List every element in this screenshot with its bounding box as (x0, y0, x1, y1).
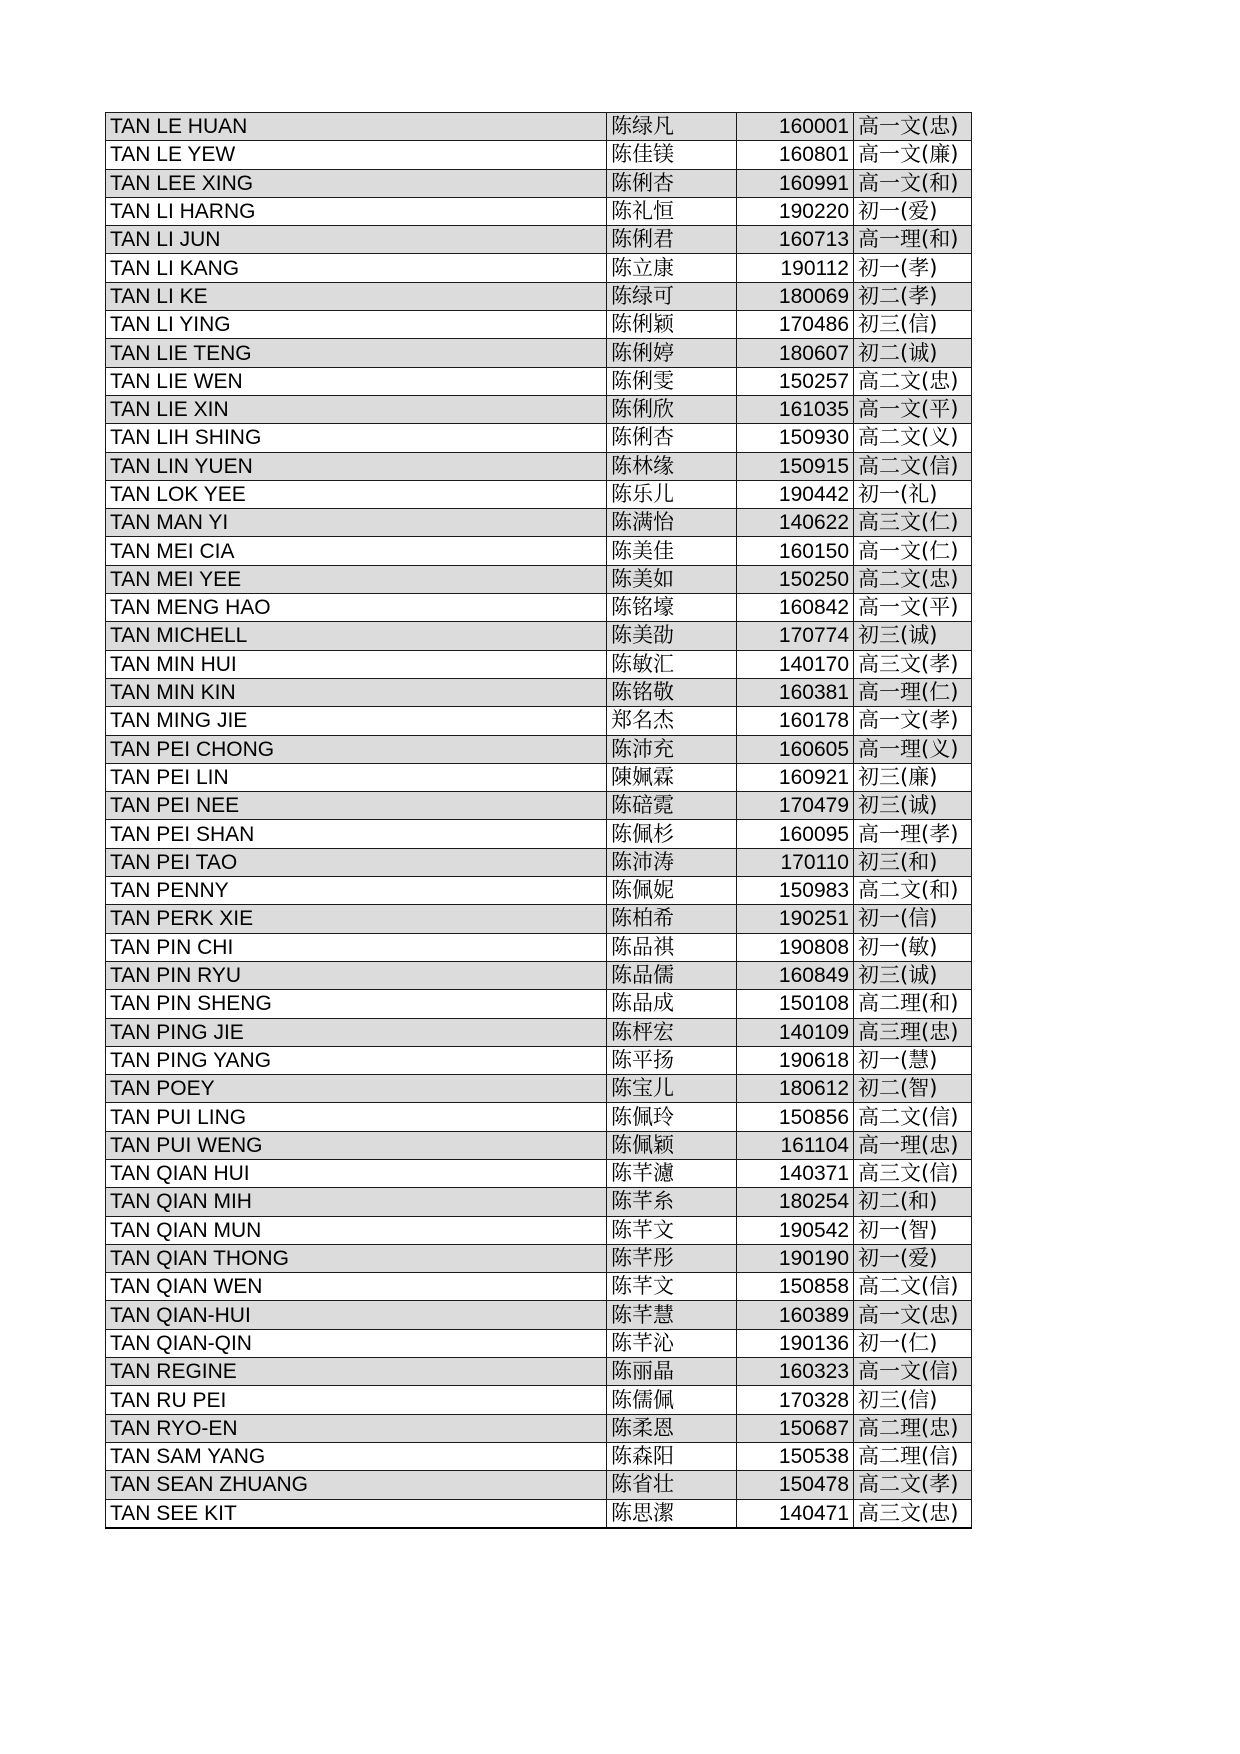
class-cell: 初二(和) (854, 1188, 972, 1216)
table-row (106, 1159, 972, 1187)
chinese-name-cell: 陈俐雯 (607, 367, 737, 395)
student-id-cell: 161104 (737, 1131, 854, 1159)
table-row (106, 339, 972, 367)
class-cell: 初二(孝) (854, 282, 972, 310)
table-row (106, 395, 972, 423)
student-id-cell: 160605 (737, 735, 854, 763)
student-id-cell: 150250 (737, 565, 854, 593)
student-id-cell: 190112 (737, 254, 854, 282)
chinese-name-cell: 陈铭壕 (607, 594, 737, 622)
english-name-cell: TAN LIN YUEN (106, 452, 607, 480)
table-row (106, 1018, 972, 1046)
class-cell: 高二文(信) (854, 1273, 972, 1301)
english-name-cell: TAN LI JUN (106, 226, 607, 254)
english-name-cell: TAN PIN CHI (106, 933, 607, 961)
class-cell: 高三文(忠) (854, 1499, 972, 1528)
class-cell: 高一理(义) (854, 735, 972, 763)
chinese-name-cell: 陈品祺 (607, 933, 737, 961)
chinese-name-cell: 陈绿可 (607, 282, 737, 310)
english-name-cell: TAN PEI LIN (106, 763, 607, 791)
student-id-cell: 140371 (737, 1159, 854, 1187)
table-row (106, 735, 972, 763)
class-cell: 高一文(平) (854, 594, 972, 622)
english-name-cell: TAN QIAN WEN (106, 1273, 607, 1301)
chinese-name-cell: 陈丽晶 (607, 1358, 737, 1386)
table-row (106, 622, 972, 650)
class-cell: 高一文(廉) (854, 141, 972, 169)
class-cell: 初二(智) (854, 1075, 972, 1103)
student-table-body (106, 113, 972, 1528)
table-row (106, 650, 972, 678)
table-row (106, 848, 972, 876)
class-cell: 高二文(信) (854, 1103, 972, 1131)
english-name-cell: TAN PEI CHONG (106, 735, 607, 763)
student-id-cell: 150538 (737, 1442, 854, 1470)
chinese-name-cell: 陈立康 (607, 254, 737, 282)
english-name-cell: TAN LE YEW (106, 141, 607, 169)
chinese-name-cell: 陈满怡 (607, 509, 737, 537)
english-name-cell: TAN QIAN THONG (106, 1244, 607, 1272)
class-cell: 初三(信) (854, 311, 972, 339)
chinese-name-cell: 陈佩妮 (607, 877, 737, 905)
class-cell: 初一(慧) (854, 1046, 972, 1074)
student-table (105, 112, 972, 1529)
english-name-cell: TAN LI YING (106, 311, 607, 339)
student-id-cell: 190542 (737, 1216, 854, 1244)
chinese-name-cell: 陈芊文 (607, 1273, 737, 1301)
student-id-cell: 140109 (737, 1018, 854, 1046)
student-id-cell: 190190 (737, 1244, 854, 1272)
english-name-cell: TAN MEI YEE (106, 565, 607, 593)
chinese-name-cell: 陈俐君 (607, 226, 737, 254)
chinese-name-cell: 陈佳镁 (607, 141, 737, 169)
chinese-name-cell: 陈敏汇 (607, 650, 737, 678)
class-cell: 初一(智) (854, 1216, 972, 1244)
english-name-cell: TAN LIE XIN (106, 395, 607, 423)
english-name-cell: TAN MEI CIA (106, 537, 607, 565)
class-cell: 高一文(忠) (854, 1301, 972, 1329)
class-cell: 高三文(信) (854, 1159, 972, 1187)
table-row (106, 452, 972, 480)
english-name-cell: TAN LI KANG (106, 254, 607, 282)
student-id-cell: 160323 (737, 1358, 854, 1386)
student-id-cell: 160921 (737, 763, 854, 791)
student-id-cell: 160001 (737, 113, 854, 141)
english-name-cell: TAN LI KE (106, 282, 607, 310)
student-id-cell: 160713 (737, 226, 854, 254)
class-cell: 高一文(仁) (854, 537, 972, 565)
student-id-cell: 190442 (737, 480, 854, 508)
table-row (106, 311, 972, 339)
english-name-cell: TAN PERK XIE (106, 905, 607, 933)
class-cell: 高二文(忠) (854, 367, 972, 395)
student-id-cell: 180612 (737, 1075, 854, 1103)
english-name-cell: TAN QIAN MUN (106, 1216, 607, 1244)
english-name-cell: TAN MIN KIN (106, 678, 607, 706)
class-cell: 高一文(信) (854, 1358, 972, 1386)
table-row (106, 169, 972, 197)
chinese-name-cell: 陈芊糸 (607, 1188, 737, 1216)
chinese-name-cell: 陈省壮 (607, 1471, 737, 1499)
table-row (106, 424, 972, 452)
class-cell: 高一文(平) (854, 395, 972, 423)
student-id-cell: 160801 (737, 141, 854, 169)
class-cell: 初三(诚) (854, 622, 972, 650)
class-cell: 高三理(忠) (854, 1018, 972, 1046)
chinese-name-cell: 陈俐婷 (607, 339, 737, 367)
chinese-name-cell: 陈俐颖 (607, 311, 737, 339)
student-id-cell: 160842 (737, 594, 854, 622)
table-row (106, 1216, 972, 1244)
class-cell: 高一文(和) (854, 169, 972, 197)
table-row (106, 1103, 972, 1131)
table-row (106, 1075, 972, 1103)
class-cell: 高二文(孝) (854, 1471, 972, 1499)
class-cell: 高二理(忠) (854, 1414, 972, 1442)
class-cell: 初三(信) (854, 1386, 972, 1414)
student-id-cell: 150983 (737, 877, 854, 905)
chinese-name-cell: 陈沛涛 (607, 848, 737, 876)
chinese-name-cell: 陈碚霓 (607, 792, 737, 820)
english-name-cell: TAN QIAN MIH (106, 1188, 607, 1216)
class-cell: 高一理(忠) (854, 1131, 972, 1159)
english-name-cell: TAN REGINE (106, 1358, 607, 1386)
table-row (106, 594, 972, 622)
english-name-cell: TAN LOK YEE (106, 480, 607, 508)
table-row (106, 226, 972, 254)
english-name-cell: TAN LEE XING (106, 169, 607, 197)
class-cell: 高一文(孝) (854, 707, 972, 735)
student-id-cell: 150478 (737, 1471, 854, 1499)
table-row (106, 707, 972, 735)
english-name-cell: TAN PENNY (106, 877, 607, 905)
chinese-name-cell: 陈柏希 (607, 905, 737, 933)
chinese-name-cell: 陈芊慧 (607, 1301, 737, 1329)
class-cell: 初二(诚) (854, 339, 972, 367)
chinese-name-cell: 陈绿凡 (607, 113, 737, 141)
chinese-name-cell: 陈俐欣 (607, 395, 737, 423)
class-cell: 初三(和) (854, 848, 972, 876)
student-id-cell: 161035 (737, 395, 854, 423)
class-cell: 高二理(和) (854, 990, 972, 1018)
student-id-cell: 160095 (737, 820, 854, 848)
english-name-cell: TAN PIN SHENG (106, 990, 607, 1018)
class-cell: 高二文(忠) (854, 565, 972, 593)
chinese-name-cell: 陈芊文 (607, 1216, 737, 1244)
english-name-cell: TAN LIH SHING (106, 424, 607, 452)
student-id-cell: 160178 (737, 707, 854, 735)
chinese-name-cell: 陈宝儿 (607, 1075, 737, 1103)
class-cell: 初一(信) (854, 905, 972, 933)
class-cell: 高二理(信) (854, 1442, 972, 1470)
chinese-name-cell: 陈枰宏 (607, 1018, 737, 1046)
table-row (106, 367, 972, 395)
student-id-cell: 160849 (737, 961, 854, 989)
chinese-name-cell: 陈芊彤 (607, 1244, 737, 1272)
english-name-cell: TAN PEI NEE (106, 792, 607, 820)
english-name-cell: TAN PEI TAO (106, 848, 607, 876)
class-cell: 高一文(忠) (854, 113, 972, 141)
student-id-cell: 170328 (737, 1386, 854, 1414)
class-cell: 高二文(信) (854, 452, 972, 480)
english-name-cell: TAN POEY (106, 1075, 607, 1103)
english-name-cell: TAN QIAN-QIN (106, 1329, 607, 1357)
student-id-cell: 150108 (737, 990, 854, 1018)
chinese-name-cell: 陈森阳 (607, 1442, 737, 1470)
table-row (106, 509, 972, 537)
class-cell: 高二文(和) (854, 877, 972, 905)
chinese-name-cell: 陈芊沁 (607, 1329, 737, 1357)
english-name-cell: TAN QIAN-HUI (106, 1301, 607, 1329)
class-cell: 高三文(仁) (854, 509, 972, 537)
class-cell: 初三(诚) (854, 792, 972, 820)
class-cell: 高一理(和) (854, 226, 972, 254)
table-row (106, 1244, 972, 1272)
english-name-cell: TAN RYO-EN (106, 1414, 607, 1442)
student-id-cell: 190618 (737, 1046, 854, 1074)
class-cell: 高一理(孝) (854, 820, 972, 848)
student-id-cell: 160381 (737, 678, 854, 706)
chinese-name-cell: 陈儒佩 (607, 1386, 737, 1414)
english-name-cell: TAN MICHELL (106, 622, 607, 650)
table-row (106, 141, 972, 169)
table-row (106, 565, 972, 593)
table-row (106, 877, 972, 905)
table-row (106, 905, 972, 933)
chinese-name-cell: 陈礼恒 (607, 197, 737, 225)
table-row (106, 197, 972, 225)
chinese-name-cell: 陈佩颖 (607, 1131, 737, 1159)
class-cell: 高三文(孝) (854, 650, 972, 678)
chinese-name-cell: 陈俐杏 (607, 424, 737, 452)
chinese-name-cell: 陈美佳 (607, 537, 737, 565)
chinese-name-cell: 陈佩玲 (607, 1103, 737, 1131)
student-id-cell: 190808 (737, 933, 854, 961)
table-row (106, 1329, 972, 1357)
table-row (106, 933, 972, 961)
table-row (106, 254, 972, 282)
chinese-name-cell: 陈美如 (607, 565, 737, 593)
english-name-cell: TAN SEAN ZHUANG (106, 1471, 607, 1499)
english-name-cell: TAN PUI LING (106, 1103, 607, 1131)
english-name-cell: TAN SEE KIT (106, 1499, 607, 1528)
student-id-cell: 180069 (737, 282, 854, 310)
english-name-cell: TAN LIE TENG (106, 339, 607, 367)
english-name-cell: TAN PIN RYU (106, 961, 607, 989)
class-cell: 高一理(仁) (854, 678, 972, 706)
table-row (106, 1273, 972, 1301)
student-id-cell: 150915 (737, 452, 854, 480)
class-cell: 初三(诚) (854, 961, 972, 989)
english-name-cell: TAN SAM YANG (106, 1442, 607, 1470)
table-row (106, 480, 972, 508)
chinese-name-cell: 陈美劭 (607, 622, 737, 650)
chinese-name-cell: 陈林缘 (607, 452, 737, 480)
table-row (106, 1414, 972, 1442)
student-id-cell: 190220 (737, 197, 854, 225)
student-id-cell: 190251 (737, 905, 854, 933)
chinese-name-cell: 陈俐杏 (607, 169, 737, 197)
english-name-cell: TAN PUI WENG (106, 1131, 607, 1159)
chinese-name-cell: 陈柔恩 (607, 1414, 737, 1442)
english-name-cell: TAN LIE WEN (106, 367, 607, 395)
table-row (106, 1358, 972, 1386)
english-name-cell: TAN MING JIE (106, 707, 607, 735)
table-row (106, 1499, 972, 1528)
table-row (106, 282, 972, 310)
student-id-cell: 170479 (737, 792, 854, 820)
student-id-cell: 140622 (737, 509, 854, 537)
table-row (106, 1386, 972, 1414)
english-name-cell: TAN RU PEI (106, 1386, 607, 1414)
class-cell: 初一(礼) (854, 480, 972, 508)
class-cell: 初一(孝) (854, 254, 972, 282)
table-row (106, 678, 972, 706)
class-cell: 初一(爱) (854, 1244, 972, 1272)
chinese-name-cell: 陈芊濾 (607, 1159, 737, 1187)
chinese-name-cell: 陈沛充 (607, 735, 737, 763)
table-row (106, 961, 972, 989)
english-name-cell: TAN PING JIE (106, 1018, 607, 1046)
english-name-cell: TAN QIAN HUI (106, 1159, 607, 1187)
student-id-cell: 160991 (737, 169, 854, 197)
student-id-cell: 150687 (737, 1414, 854, 1442)
english-name-cell: TAN PEI SHAN (106, 820, 607, 848)
chinese-name-cell: 陈平扬 (607, 1046, 737, 1074)
chinese-name-cell: 陈品儒 (607, 961, 737, 989)
table-row (106, 1301, 972, 1329)
table-row (106, 990, 972, 1018)
student-id-cell: 170486 (737, 311, 854, 339)
table-row (106, 763, 972, 791)
class-cell: 初一(敏) (854, 933, 972, 961)
chinese-name-cell: 郑名杰 (607, 707, 737, 735)
class-cell: 初一(仁) (854, 1329, 972, 1357)
chinese-name-cell: 陈乐儿 (607, 480, 737, 508)
english-name-cell: TAN MAN YI (106, 509, 607, 537)
class-cell: 初三(廉) (854, 763, 972, 791)
chinese-name-cell: 陈思潔 (607, 1499, 737, 1528)
student-id-cell: 140170 (737, 650, 854, 678)
english-name-cell: TAN MIN HUI (106, 650, 607, 678)
table-row (106, 792, 972, 820)
student-id-cell: 150257 (737, 367, 854, 395)
chinese-name-cell: 陈铭敬 (607, 678, 737, 706)
table-row (106, 820, 972, 848)
chinese-name-cell: 陳姵霖 (607, 763, 737, 791)
table-row (106, 1471, 972, 1499)
student-id-cell: 170110 (737, 848, 854, 876)
table-row (106, 1131, 972, 1159)
student-id-cell: 180607 (737, 339, 854, 367)
table-row (106, 537, 972, 565)
student-id-cell: 150856 (737, 1103, 854, 1131)
chinese-name-cell: 陈品成 (607, 990, 737, 1018)
table-row (106, 1188, 972, 1216)
student-id-cell: 170774 (737, 622, 854, 650)
student-id-cell: 150930 (737, 424, 854, 452)
english-name-cell: TAN MENG HAO (106, 594, 607, 622)
class-cell: 高二文(义) (854, 424, 972, 452)
class-cell: 初一(爱) (854, 197, 972, 225)
english-name-cell: TAN PING YANG (106, 1046, 607, 1074)
english-name-cell: TAN LE HUAN (106, 113, 607, 141)
table-row (106, 1046, 972, 1074)
student-id-cell: 180254 (737, 1188, 854, 1216)
table-row (106, 113, 972, 141)
student-id-cell: 140471 (737, 1499, 854, 1528)
chinese-name-cell: 陈佩杉 (607, 820, 737, 848)
student-id-cell: 160150 (737, 537, 854, 565)
student-id-cell: 160389 (737, 1301, 854, 1329)
student-id-cell: 190136 (737, 1329, 854, 1357)
student-id-cell: 150858 (737, 1273, 854, 1301)
english-name-cell: TAN LI HARNG (106, 197, 607, 225)
table-row (106, 1442, 972, 1470)
